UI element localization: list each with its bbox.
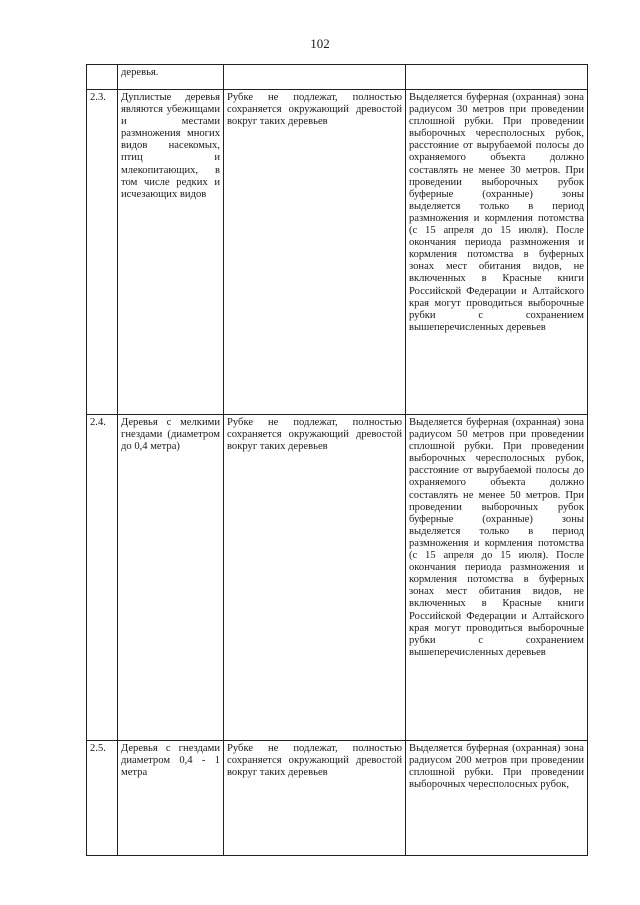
- object-cell: [118, 741, 224, 856]
- zone-text: Выделяется буферная (охранная) зона радиусом 30 метров при проведении сплошной рубки. При проведении выборочных чересполосных рубок, расстояние от вырубаемой полосы до охраняемого объекта должно составлять не менее 30 метров. При проведении выборочных рубок буферные (охранные) зоны выделяется только в период размножения и кормления потомства (с 15 апреля до 15 июля). После окончания периода размножения и кормления потомства в буферных зонах мест обитания видов, не включенных в Красные книги Российской Федерации и Алтайского края могут проводиться выборочные рубки с сохранением вышеперечисленных деревьев: [409, 92, 584, 333]
- rule-cell: [224, 65, 406, 90]
- row-number-cell: [87, 415, 118, 741]
- zone-cell: [406, 90, 588, 415]
- table-row: [87, 90, 588, 415]
- row-number-cell: [87, 741, 118, 856]
- page-number: 102: [310, 36, 330, 51]
- zone-cell: [406, 741, 588, 856]
- table-row: [87, 741, 588, 856]
- row-number: 2.5.: [90, 743, 106, 754]
- object-text: Дуплистые деревья являются убежищами и местами размножения многих видов насекомых, птиц и млекопитающих, в том числе редких и исчезающих видов: [121, 92, 220, 200]
- document-table: [86, 64, 588, 856]
- object-text: Деревья с гнездами диаметром 0,4 - 1 метра: [121, 743, 220, 779]
- row-number-cell: [87, 90, 118, 415]
- table-row: [87, 65, 588, 90]
- object-cell: [118, 65, 224, 90]
- rule-text: Рубке не подлежат, полностью сохраняется окружающий древостой вокруг таких деревьев: [227, 743, 402, 779]
- row-number: 2.3.: [90, 92, 106, 103]
- zone-cell: [406, 65, 588, 90]
- rule-cell: [224, 415, 406, 741]
- object-cell: [118, 415, 224, 741]
- rule-cell: [224, 741, 406, 856]
- object-text: деревья.: [121, 67, 159, 78]
- row-number-cell: [87, 65, 118, 90]
- object-cell: [118, 90, 224, 415]
- rule-text: Рубке не подлежат, полностью сохраняется окружающий древостой вокруг таких деревьев: [227, 92, 402, 128]
- table-row: [87, 415, 588, 741]
- row-number: 2.4.: [90, 417, 106, 428]
- rule-cell: [224, 90, 406, 415]
- zone-cell: [406, 415, 588, 741]
- zone-text: Выделяется буферная (охранная) зона радиусом 200 метров при проведении сплошной рубки. При проведении выборочных чересполосных рубок,: [409, 743, 584, 791]
- zone-text: Выделяется буферная (охранная) зона радиусом 50 метров при проведении сплошной рубки. При проведении выборочных чересполосных рубок, расстояние от вырубаемой полосы до охраняемого объекта должно составлять не менее 50 метров. При проведении выборочных рубок буферные (охранные) зоны выделяется только в период размножения и кормления потомства (с 15 апреля до 15 июля). После окончания периода размножения и кормления потомства в буферных зонах мест обитания видов, не включенных в Красные книги Российской Федерации и Алтайского края могут проводиться выборочные рубки с сохранением вышеперечисленных деревьев: [409, 417, 584, 658]
- object-text: Деревья с мелкими гнездами (диаметром до 0,4 метра): [121, 417, 220, 453]
- rule-text: Рубке не подлежат, полностью сохраняется окружающий древостой вокруг таких деревьев: [227, 417, 402, 453]
